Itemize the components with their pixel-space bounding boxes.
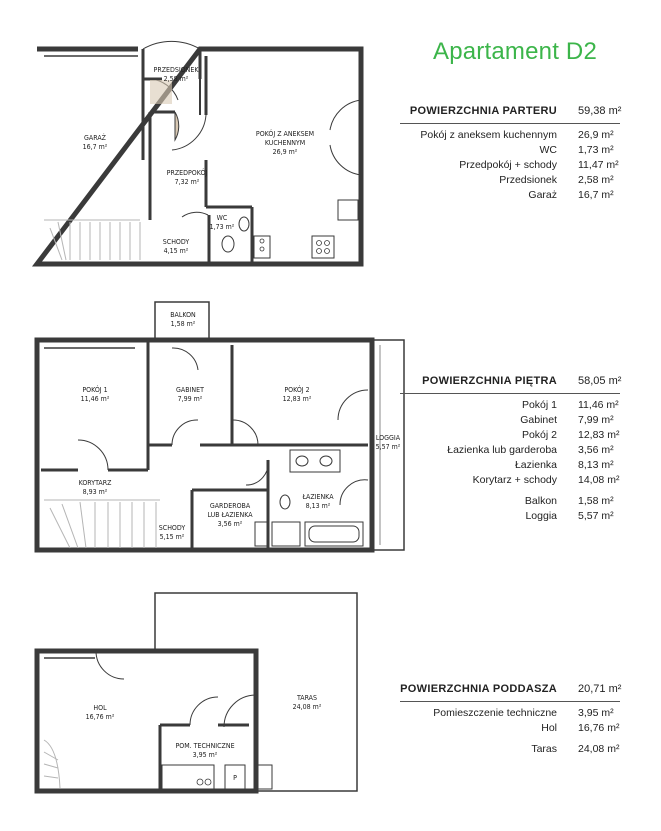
area-row-value: 11,47 m² bbox=[578, 159, 619, 171]
area-taras: 24,08 m² bbox=[292, 703, 322, 711]
label-pom-tech: POM. TECHNICZNE bbox=[175, 742, 235, 750]
label-pokoj-aneks-2: KUCHENNYM bbox=[264, 139, 306, 147]
ground-floor-total: 59,38 m² bbox=[578, 105, 622, 117]
area-row-value: 2,58 m² bbox=[578, 174, 614, 186]
apartment-title: Apartament D2 bbox=[433, 38, 598, 65]
label-schody-parter: SCHODY bbox=[162, 238, 190, 246]
label-wc: WC bbox=[216, 214, 228, 222]
area-hol: 16,76 m² bbox=[85, 713, 115, 721]
area-loggia: 5,57 m² bbox=[375, 443, 401, 451]
area-korytarz: 8,93 m² bbox=[82, 488, 108, 496]
area-row-value: 3,56 m² bbox=[578, 444, 614, 456]
area-row-value: 24,08 m² bbox=[578, 743, 620, 755]
area-row-label: Loggia bbox=[525, 510, 557, 522]
label-przedpokoj: PRZEDPOKÓJ bbox=[166, 169, 208, 177]
area-przedsionek: 2,58 m² bbox=[163, 75, 189, 83]
area-row-label: Pomieszczenie techniczne bbox=[433, 707, 557, 719]
area-row bbox=[400, 413, 620, 428]
label-p-symbol: P bbox=[233, 774, 237, 782]
label-garaz: GARAŻ bbox=[84, 134, 106, 142]
area-schody-pietro: 5,15 m² bbox=[159, 533, 185, 541]
area-pom-tech: 3,95 m² bbox=[192, 751, 218, 759]
area-row-value: 1,58 m² bbox=[578, 495, 614, 507]
area-row-value: 1,73 m² bbox=[578, 144, 614, 156]
area-row bbox=[400, 494, 620, 509]
area-row-value: 14,08 m² bbox=[578, 474, 620, 486]
area-row bbox=[400, 509, 620, 524]
area-row-label: Łazienka lub garderoba bbox=[447, 444, 557, 456]
attic-header-label: POWIERZCHNIA PODDASZA bbox=[400, 683, 557, 695]
area-balkon: 1,58 m² bbox=[170, 320, 196, 328]
attic-header bbox=[400, 679, 620, 702]
area-row bbox=[400, 398, 620, 413]
area-row-label: WC bbox=[539, 144, 557, 156]
label-pokoj-aneks: POKÓJ Z ANEKSEM bbox=[255, 130, 315, 138]
label-taras: TARAS bbox=[296, 694, 318, 702]
area-row-value: 7,99 m² bbox=[578, 414, 614, 426]
attic-plan bbox=[37, 593, 357, 791]
area-row-label: Balkon bbox=[524, 495, 557, 507]
area-pokoj-aneks: 26,9 m² bbox=[272, 148, 298, 156]
area-row-label: Pokój 2 bbox=[521, 429, 557, 441]
area-row-label: Przedpokój + schody bbox=[459, 159, 557, 171]
area-pokoj1: 11,46 m² bbox=[80, 395, 110, 403]
area-row-value: 11,46 m² bbox=[578, 399, 619, 411]
area-row bbox=[400, 188, 620, 203]
label-lazienka: ŁAZIENKA bbox=[302, 493, 334, 501]
label-korytarz: KORYTARZ bbox=[78, 479, 112, 487]
area-garaz: 16,7 m² bbox=[82, 143, 108, 151]
area-row-label: Przedsionek bbox=[499, 174, 557, 186]
area-row bbox=[400, 443, 620, 458]
area-lazienka: 8,13 m² bbox=[305, 502, 331, 510]
area-row-label: Pokój 1 bbox=[521, 399, 557, 411]
area-row bbox=[400, 128, 620, 143]
area-row-label: Pokój z aneksem kuchennym bbox=[420, 129, 557, 141]
area-row-label: Łazienka bbox=[514, 459, 557, 471]
first-floor-header-label: POWIERZCHNIA PIĘTRA bbox=[422, 375, 557, 387]
label-pokoj1: POKÓJ 1 bbox=[82, 386, 108, 394]
label-garderoba-2: LUB ŁAZIENKA bbox=[207, 511, 253, 519]
area-row-value: 16,76 m² bbox=[578, 722, 620, 734]
area-row-value: 8,13 m² bbox=[578, 459, 614, 471]
label-gabinet: GABINET bbox=[176, 386, 204, 394]
area-pokoj2: 12,83 m² bbox=[282, 395, 312, 403]
label-garderoba: GARDEROBA bbox=[209, 502, 251, 510]
area-row-value: 12,83 m² bbox=[578, 429, 620, 441]
first-floor-area-table bbox=[400, 371, 620, 524]
area-row bbox=[400, 143, 620, 158]
area-wc: 1,73 m² bbox=[209, 223, 235, 231]
ground-floor-header bbox=[400, 101, 620, 124]
area-row bbox=[400, 742, 620, 757]
area-row-value: 26,9 m² bbox=[578, 129, 614, 141]
area-gabinet: 7,99 m² bbox=[177, 395, 203, 403]
ground-floor-plan bbox=[37, 41, 361, 264]
label-pokoj2: POKÓJ 2 bbox=[284, 386, 310, 394]
area-row-value: 3,95 m² bbox=[578, 707, 614, 719]
area-row-value: 5,57 m² bbox=[578, 510, 614, 522]
area-row bbox=[400, 158, 620, 173]
label-przedsionek: PRZEDSIONEK bbox=[153, 66, 199, 74]
vestibule-door-shade bbox=[150, 80, 172, 104]
area-row bbox=[400, 706, 620, 721]
area-row-value: 16,7 m² bbox=[578, 189, 614, 201]
first-floor-header bbox=[400, 371, 620, 394]
area-row-label: Korytarz + schody bbox=[472, 474, 557, 486]
first-floor-labels bbox=[79, 311, 401, 541]
area-row-label: Hol bbox=[541, 722, 557, 734]
area-row-label: Gabinet bbox=[520, 414, 557, 426]
first-floor-total: 58,05 m² bbox=[578, 375, 622, 387]
area-garderoba: 3,56 m² bbox=[217, 520, 243, 528]
area-row bbox=[400, 721, 620, 736]
area-row-label: Garaż bbox=[528, 189, 557, 201]
ground-floor-header-label: POWIERZCHNIA PARTERU bbox=[409, 105, 557, 117]
label-balkon: BALKON bbox=[170, 311, 196, 319]
label-loggia: LOGGIA bbox=[375, 434, 401, 442]
area-row bbox=[400, 428, 620, 443]
attic-area-table bbox=[400, 679, 620, 757]
label-hol: HOL bbox=[93, 704, 107, 712]
area-schody-parter: 4,15 m² bbox=[163, 247, 189, 255]
area-przedpokoj: 7,32 m² bbox=[174, 178, 200, 186]
area-row bbox=[400, 458, 620, 473]
area-row-label: Taras bbox=[531, 743, 557, 755]
ground-floor-area-table bbox=[400, 101, 620, 203]
area-row bbox=[400, 173, 620, 188]
label-schody-pietro: SCHODY bbox=[158, 524, 186, 532]
area-row bbox=[400, 473, 620, 488]
attic-total: 20,71 m² bbox=[578, 683, 622, 695]
